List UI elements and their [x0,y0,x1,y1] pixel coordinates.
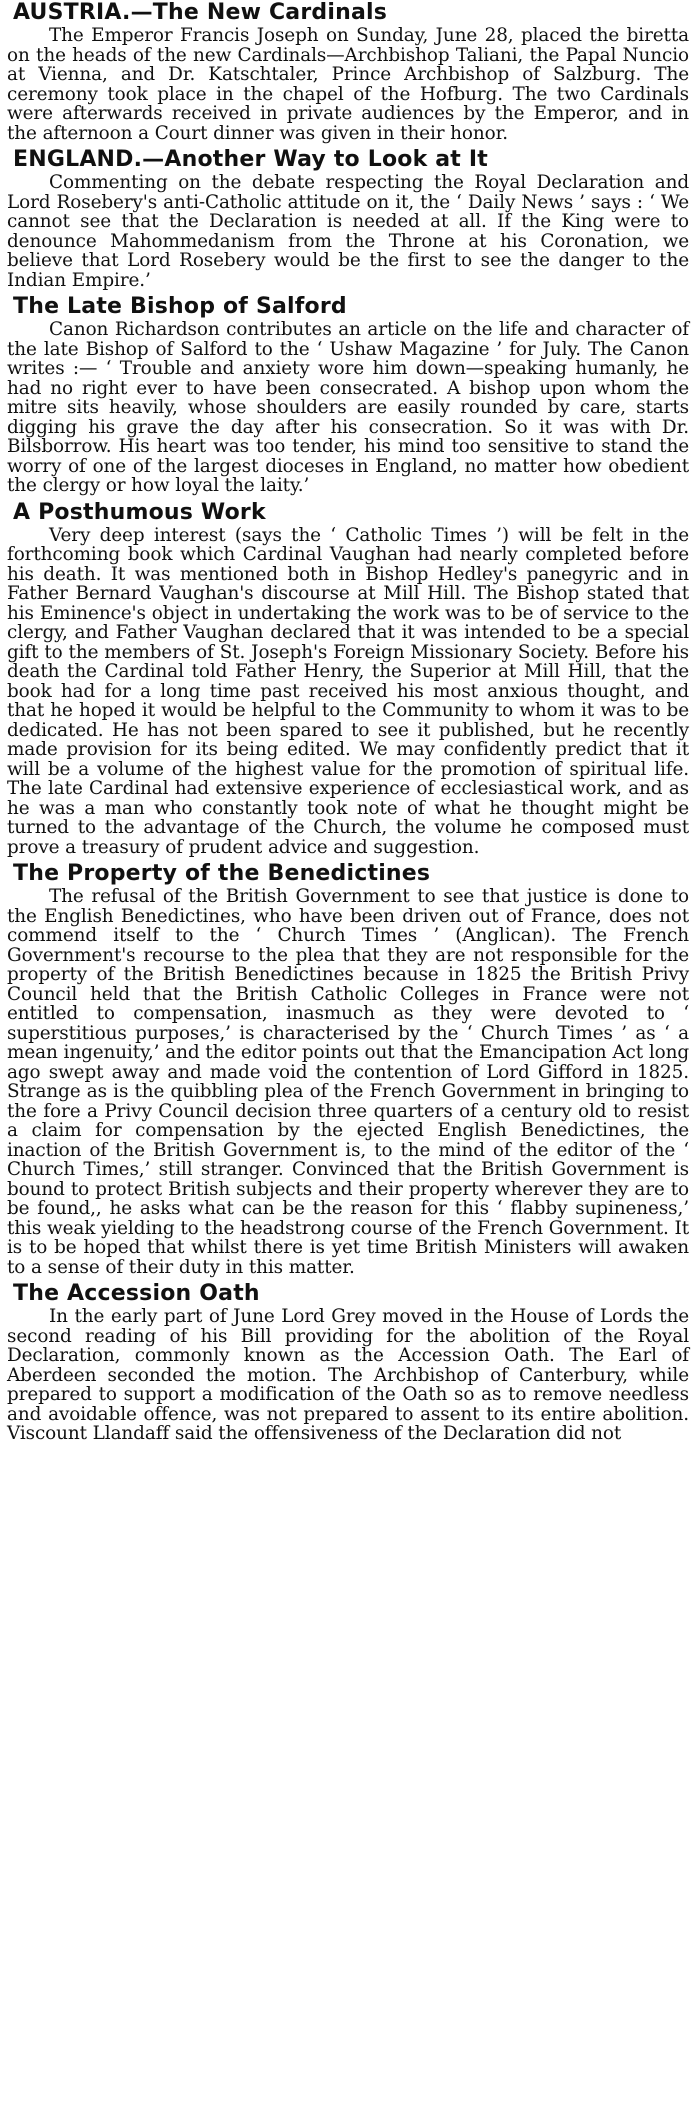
headline-austria: AUSTRIA.—The New Cardinals [13,0,388,25]
body-england: Commenting on the debate respecting the Royal Declaration and Lord Rosebery's anti-Catholic attitude on it, the ‘ Daily News ’ says : ‘ We cannot see that the Declaration is needed at all. If the King were to denounce Mahommedanism from the Throne at his Coronation, we believe that Lord Rosebery would be the first to see the danger to the Indian Empire.’ [7,172,689,291]
headline-benedictines: The Property of the Benedictines [13,861,431,886]
body-austria: The Emperor Francis Joseph on Sunday, June 28, placed the biretta on the heads of the new Cardinals—Archbishop Taliani, the Papal Nuncio at Vienna, and Dr. Katschtaler, Prince Archbishop of Salzburg. The ceremony took place in the chapel of the Hofburg. The two Cardinals were afterwards received in private audiences by the Emperor, and in the afternoon a Court dinner was given in their honor. [7,25,689,144]
article-england [7,147,689,290]
body-accession-oath: In the early part of June Lord Grey moved in the House of Lords the second reading of his Bill providing for the abolition of the Royal Declaration, commonly known as the Accession Oath. The Earl of Aberdeen seconded the motion. The Archbishop of Canterbury, while prepared to support a modification of the Oath so as to remove needless and avoidable offence, was not prepared to assent to its entire abolition. Viscount Llandaff said the offensiveness of the Declaration did not [7,1306,689,1444]
headline-posthumous-work: A Posthumous Work [13,499,266,525]
headline-bishop-salford: The Late Bishop of Salford [13,294,347,319]
article-bishop-salford [7,294,689,496]
body-bishop-salford: Canon Richardson contributes an article on the life and character of the late Bishop of Salford to the ‘ Ushaw Magazine ’ for July. The Canon writes :— ‘ Trouble and anxiety wore him down—speaking humanly, he had no right ever to have been consecrated. A bishop upon whom the mitre sits heavily, whose shoulders are easily rounded by care, starts digging his grave the day after his consecration. So it was with Dr. Bilsborrow. His heart was too tender, his mind too sensitive to stand the worry of one of the largest dioceses in England, no matter how obedient the clergy or how loyal the laity.’ [7,319,689,496]
body-benedictines: The refusal of the British Government to see that justice is done to the English Benedictines, who have been driven out of France, does not commend itself to the ‘ Church Times ’ (Anglican). The French Government's recourse to the plea that they are not responsible for the property of the British Benedictines because in 1825 the British Privy Council held that the British Catholic Colleges in France were not entitled to compensation, inasmuch as they were devoted to ‘ superstitious purposes,’ is characterised by the ‘ Church Times ’ as ‘ a mean ingenuity,’ and the editor points out that the Emancipation Act long ago swept away and made void the contention of Lord Gifford in 1825. Strange as is the quibbling plea of the French Government in bringing to the fore a Privy Council decision three quarters of a century old to resist a claim for compensation by the ejected English Benedictines, the inaction of the British Government is, to the mind of the editor of the ‘ Church Times,’ still stranger. Convinced that the British Government is bound to protect British subjects and their property wherever they are to be found,, he asks what can be the reason for this ‘ flabby supineness,’ this weak yielding to the headstrong course of the French Government. It is to be hoped that whilst there is yet time British Ministers will awaken to a sense of their duty in this matter. [7,886,689,1278]
headline-accession-oath: The Accession Oath [13,1281,260,1306]
article-austria [7,0,689,143]
article-benedictines [7,861,689,1277]
headline-england: ENGLAND.—Another Way to Look at It [13,147,488,172]
article-posthumous-work [7,500,689,858]
article-accession-oath [7,1281,689,1444]
body-posthumous-work: Very deep interest (says the ‘ Catholic Times ’) will be felt in the forthcoming book which Cardinal Vaughan had nearly completed before his death. It was mentioned both in Bishop Hedley's panegyric and in Father Bernard Vaughan's discourse at Mill Hill. The Bishop stated that his Eminence's object in undertaking the work was to be of service to the clergy, and Father Vaughan declared that it was intended to be a special gift to the members of St. Joseph's Foreign Missionary Society. Before his death the Cardinal told Father Henry, the Superior at Mill Hill, that the book had for a long time past received his most anxious thought, and that he hoped it would be helpful to the Community to whom it was to be dedicated. He has not been spared to see it published, but he recently made provision for its being edited. We may confidently predict that it will be a volume of the highest value for the promotion of spiritual life. The late Cardinal had extensive experience of ecclesiastical work, and as he was a man who constantly took note of what he thought might be turned to the advantage of the Church, the volume he composed must prove a treasury of prudent advice and suggestion. [7,524,689,858]
